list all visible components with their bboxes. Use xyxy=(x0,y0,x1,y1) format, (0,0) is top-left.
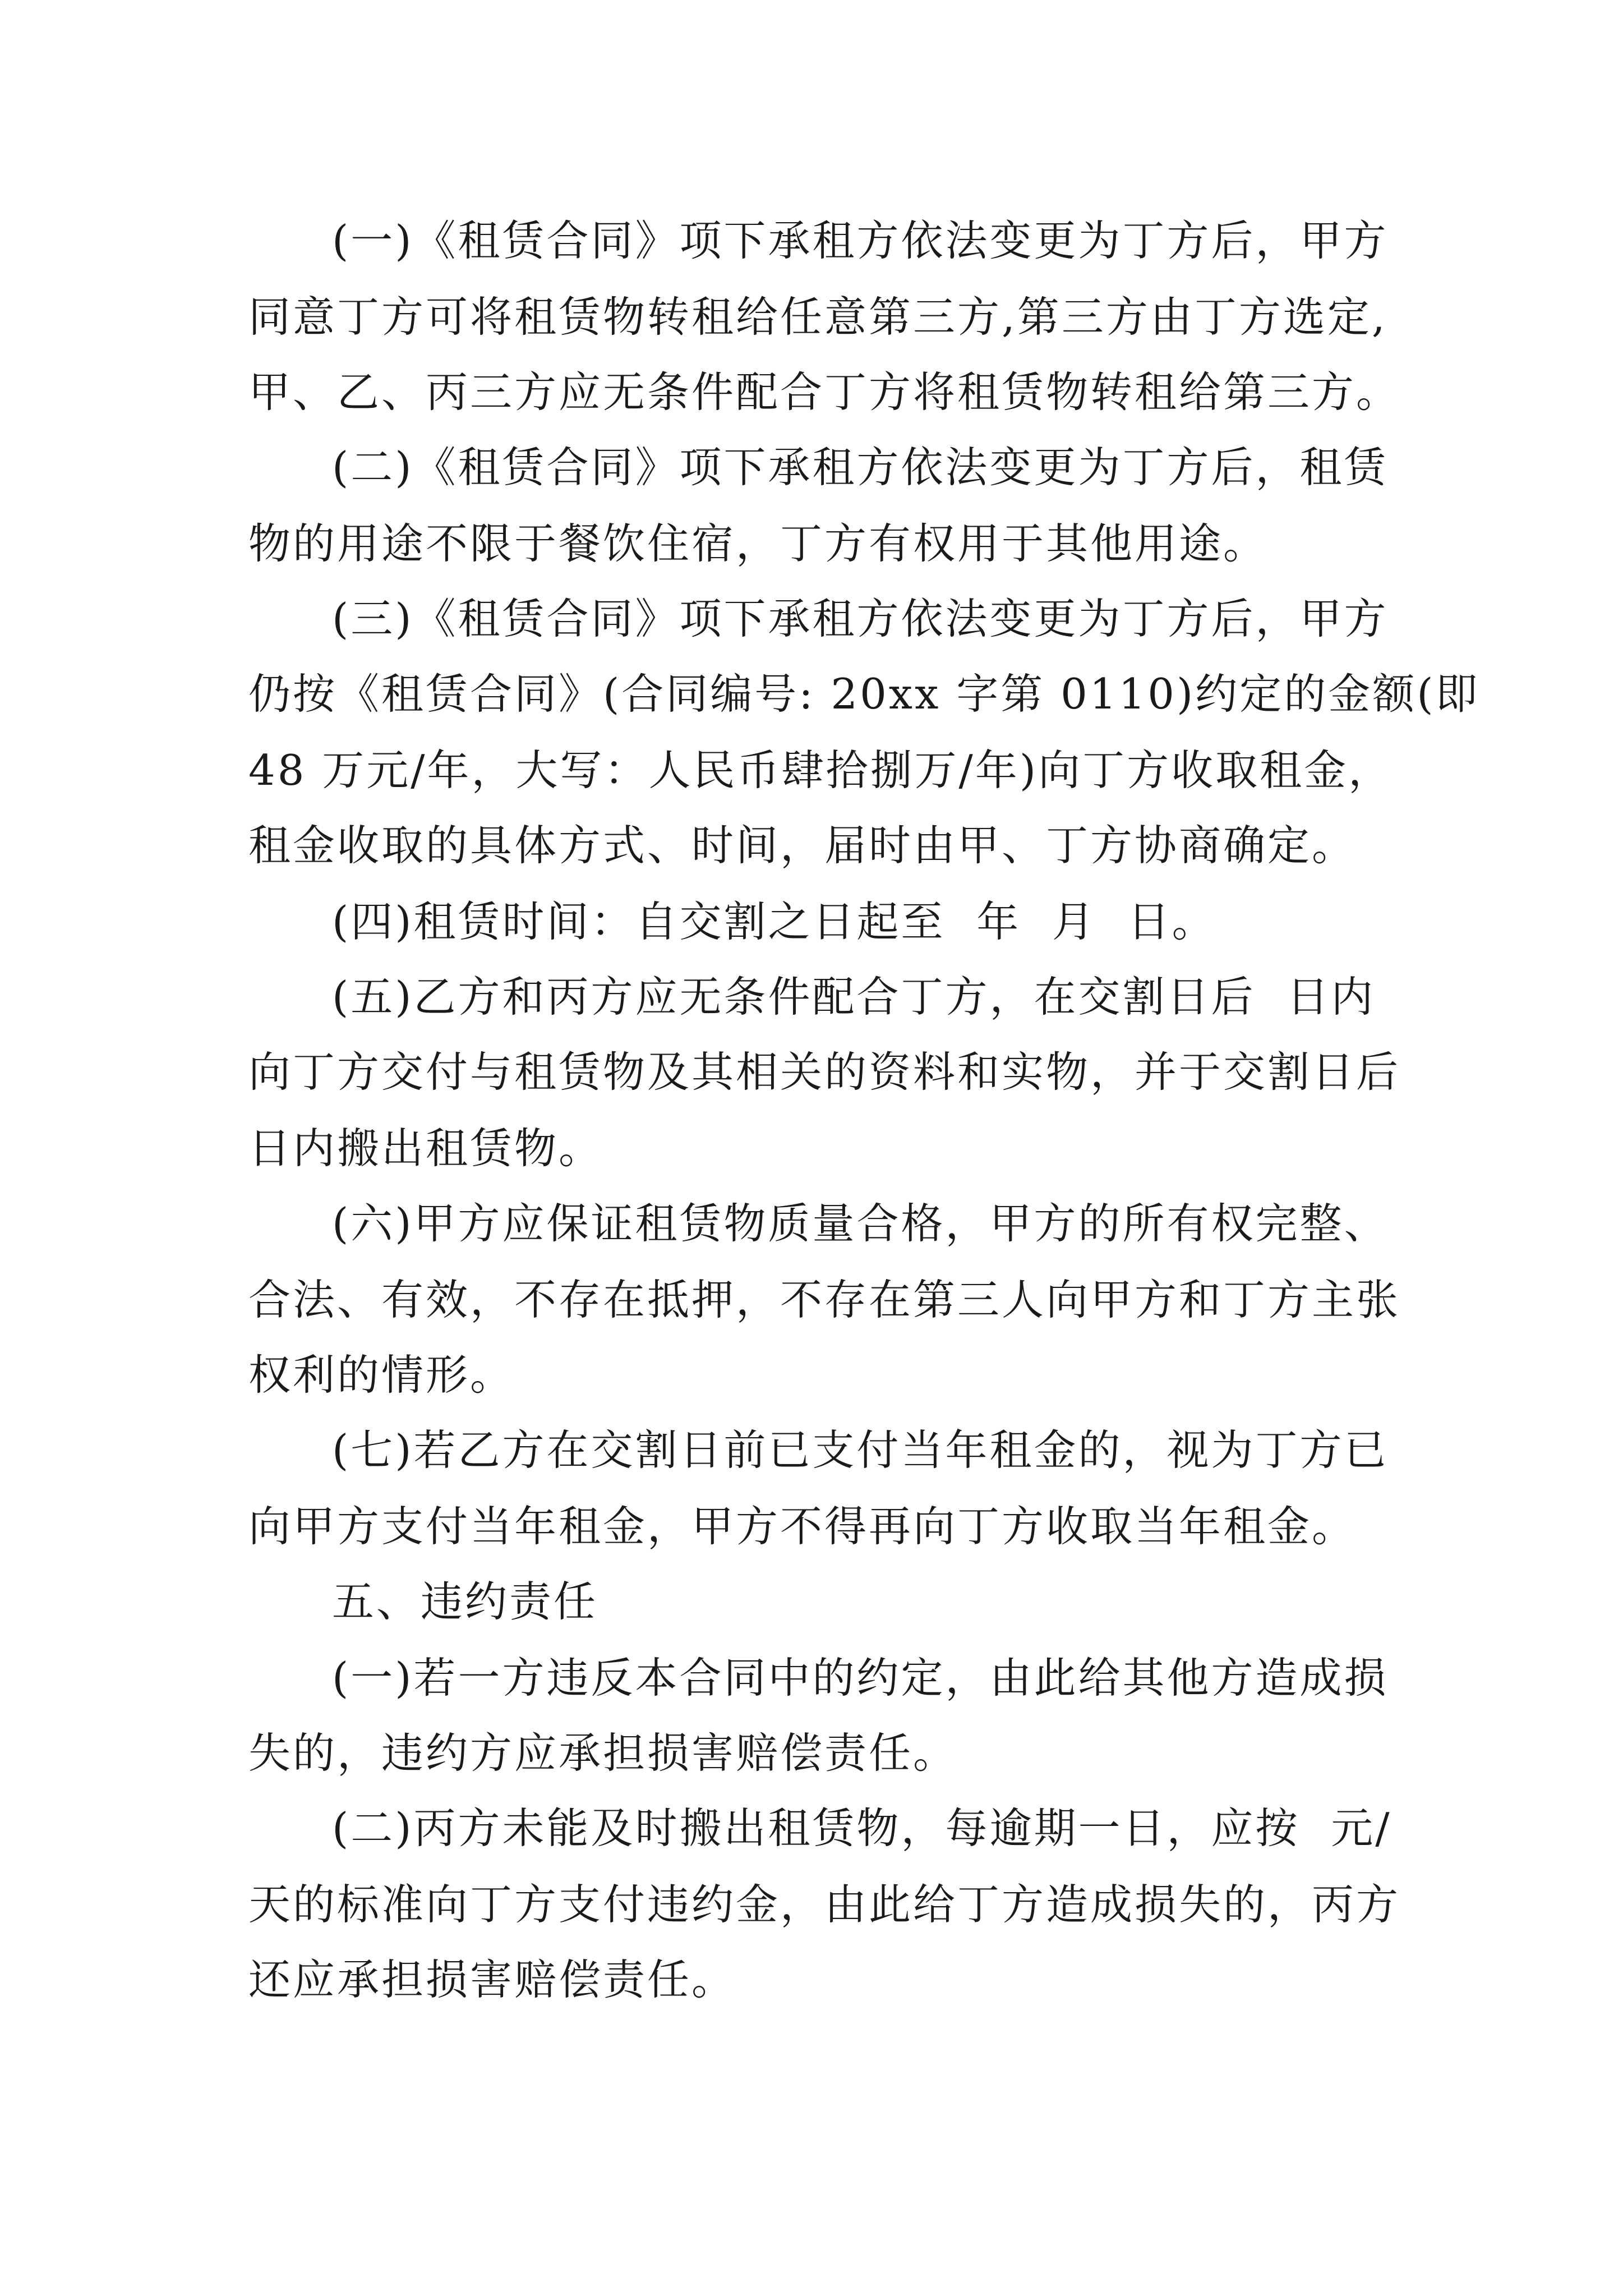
clause-5-1-line-1: (一)若一方违反本合同中的约定，由此给其他方造成损 xyxy=(332,1653,1389,1703)
clause-5-1-line-2: 失的，违约方应承担损害赔偿责任。 xyxy=(248,1728,958,1778)
clause-4-3-line-4: 租金收取的具体方式、时间，届时由甲、丁方协商确定。 xyxy=(248,821,1357,870)
clause-4-6-line-3: 权利的情形。 xyxy=(248,1350,515,1400)
clause-5-2-line-1: (二)丙方未能及时搬出租赁物，每逾期一日，应按 元/ xyxy=(332,1803,1392,1853)
clause-4-6-line-1: (六)甲方应保证租赁物质量合格，甲方的所有权完整、 xyxy=(332,1199,1389,1248)
clause-4-1-line-1: (一)《租赁合同》项下承租方依法变更为丁方后，甲方 xyxy=(332,216,1389,265)
clause-4-7-line-2: 向甲方支付当年租金，甲方不得再向丁方收取当年租金。 xyxy=(248,1502,1357,1551)
clause-4-5-line-2: 向丁方交付与租赁物及其相关的资料和实物，并于交割日后 xyxy=(248,1047,1401,1097)
clause-4-1-line-2: 同意丁方可将租赁物转租给任意第三方,第三方由丁方选定, xyxy=(248,292,1387,342)
section-heading-breach-liability: 五、违约责任 xyxy=(332,1577,598,1626)
clause-4-7-line-1: (七)若乙方在交割日前已支付当年租金的，视为丁方已 xyxy=(332,1425,1389,1475)
clause-4-6-line-2: 合法、有效，不存在抵押，不存在第三人向甲方和丁方主张 xyxy=(248,1275,1401,1324)
clause-4-2-line-2: 物的用途不限于餐饮住宿，丁方有权用于其他用途。 xyxy=(248,519,1268,568)
clause-4-4-line-1: (四)租赁时间：自交割之日起至 年 月 日。 xyxy=(332,897,1216,946)
clause-4-2-line-1: (二)《租赁合同》项下承租方依法变更为丁方后，租赁 xyxy=(332,443,1389,492)
clause-4-3-line-3: 48 万元/年，大写：人民币肆拾捌万/年)向丁方收取租金， xyxy=(248,746,1393,795)
clause-4-1-line-3: 甲、乙、丙三方应无条件配合丁方将租赁物转租给第三方。 xyxy=(248,367,1401,417)
clause-4-5-line-1: (五)乙方和丙方应无条件配合丁方，在交割日后 日内 xyxy=(332,972,1376,1022)
clause-4-5-line-3: 日内搬出租赁物。 xyxy=(248,1124,603,1173)
clause-5-2-line-3: 还应承担损害赔偿责任。 xyxy=(248,1955,736,2004)
clause-5-2-line-2: 天的标准向丁方支付违约金，由此给丁方造成损失的，丙方 xyxy=(248,1880,1401,1929)
clause-4-3-line-2: 仍按《租赁合同》(合同编号: 20xx 字第 0110)约定的金额(即 xyxy=(248,669,1480,719)
clause-4-3-line-1: (三)《租赁合同》项下承租方依法变更为丁方后，甲方 xyxy=(332,594,1389,643)
